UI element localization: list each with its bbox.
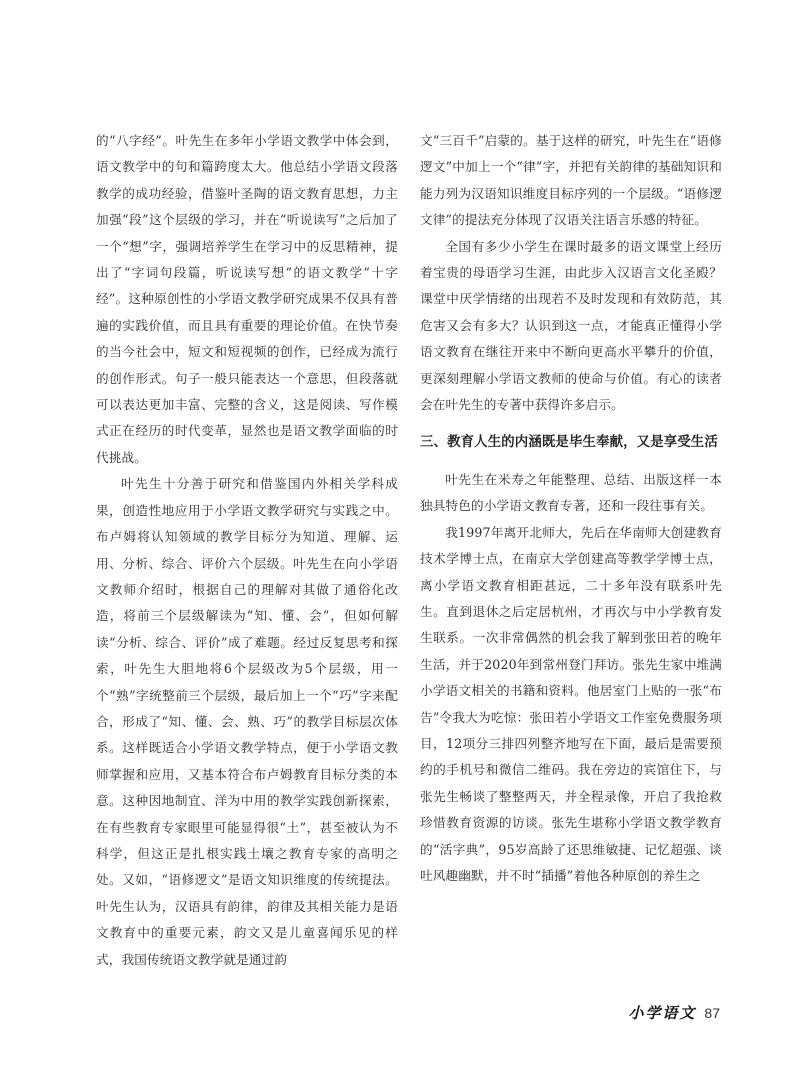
section-heading: 三、教育人生的内涵既是毕生奉献，又是享受生活 [420,435,718,451]
page-footer [628,1002,720,1023]
right-column [420,128,722,889]
page-number: 87 [704,1005,720,1021]
paragraph: 全国有多少小学生在课时最多的语文课堂上经历着宝贵的母语学习生涯，由此步入汉语言文化圣殿？课堂中厌学情绪的出现若不及时发现和有效防范，其危害又会有多大？认识到这一点，才能真正懂得小学语文教育在继往开来中不断向更高水平攀升的价值，更深刻理解小学语文教师的使命与价值。有心的读者会在叶先生的专著中获得许多启示。 [420,238,722,413]
left-column [96,128,398,973]
paragraph: 叶先生十分善于研究和借鉴国内外相关学科成果，创造性地应用于小学语文教学研究与实践之中。布卢姆将认知领域的教学目标分为知道、理解、运用、分析、综合、评价六个层级。叶先生在向小学语文教师介绍时，根据自己的理解对其做了通俗化改造，将前三个层级解读为“知、懂、会”，但如何解读“分析、综合、评价”成了难题。经过反复思考和探索，叶先生大胆地将6个层级改为5个层级，用一个“熟”字统整前三个层级，最后加上一个“巧”字来配合，形成了“知、懂、会、熟、巧”的教学目标层次体系。这样既适合小学语文教学特点，便于小学语文教师掌握和应用，又基本符合布卢姆教育目标分类的本意。这种因地制宜、洋为中用的教学实践创新探索，在有些教育专家眼里可能显得很“土”，甚至被认为不科学，但这正是扎根实践土壤之教育专家的高明之处。又如，“语修逻文”是语文知识维度的传统提法。叶先生认为，汉语具有韵律，韵律及其相关能力是语文教育中的重要元素，韵文又是儿童喜闻乐见的样式，我国传统语文教学就是通过韵 [96,476,398,967]
paragraph: 叶先生在米寿之年能整理、总结、出版这样一本独具特色的小学语文教育专著，还和一段往事有关。 [420,471,722,514]
journal-logo: 小学语文 [628,1004,697,1022]
paragraph-continued: 的“八字经”。叶先生在多年小学语文教学中体会到，语文教学中的句和篇跨度太大。他总结小学语文段落教学的成功经验，借鉴叶圣陶的语文教育思想，力主加强“段”这个层级的学习，并在“听说读写”之后加了一个“想”字，强调培养学生在学习中的反思精神，提出了“字词句段篇，听说读写想”的语文教学“十字经”。这种原创性的小学语文教学研究成果不仅具有普遍的实践价值，而且具有重要的理论价值。在快节奏的当今社会中，短文和短视频的创作，已经成为流行的创作形式。句子一般只能表达一个意思，但段落就可以表达更加丰富、完整的含义，这是阅读、写作模式正在经历的时代变革，显然也是语文教学面临的时代挑战。 [96,133,398,465]
paragraph-continued: 文“三百千”启蒙的。基于这样的研究，叶先生在“语修逻文”中加上一个“律”字，并把有关韵律的基础知识和能力列为汉语知识维度目标序列的一个层级。“语修逻文律”的提法充分体现了汉语关注语言乐感的特征。 [420,133,722,228]
paragraph: 我1997年离开北师大，先后在华南师大创建教育技术学博士点，在南京大学创建高等教学学博士点，离小学语文教育相距甚远，二十多年没有联系叶先生。直到退休之后定居杭州，才再次与中小学教育发生联系。一次非常偶然的机会我了解到张田若的晚年生活，并于2020年到常州登门拜访。张先生家中堆满小学语文相关的书籍和资料。他居室门上贴的一张“布告”令我大为吃惊：张田若小学语文工作室免费服务项目，12项分三排四列整齐地写在下面，最后是需要预约的手机号和微信二维码。我在旁边的宾馆住下，与张先生畅谈了整整两天，并全程录像，开启了我抢救珍惜教育资源的访谈。张先生堪称小学语文教学教育的“活字典”，95岁高龄了还思维敏捷、记忆超强、谈吐风趣幽默，并不时“插播”着他各种原创的养生之 [420,524,722,883]
